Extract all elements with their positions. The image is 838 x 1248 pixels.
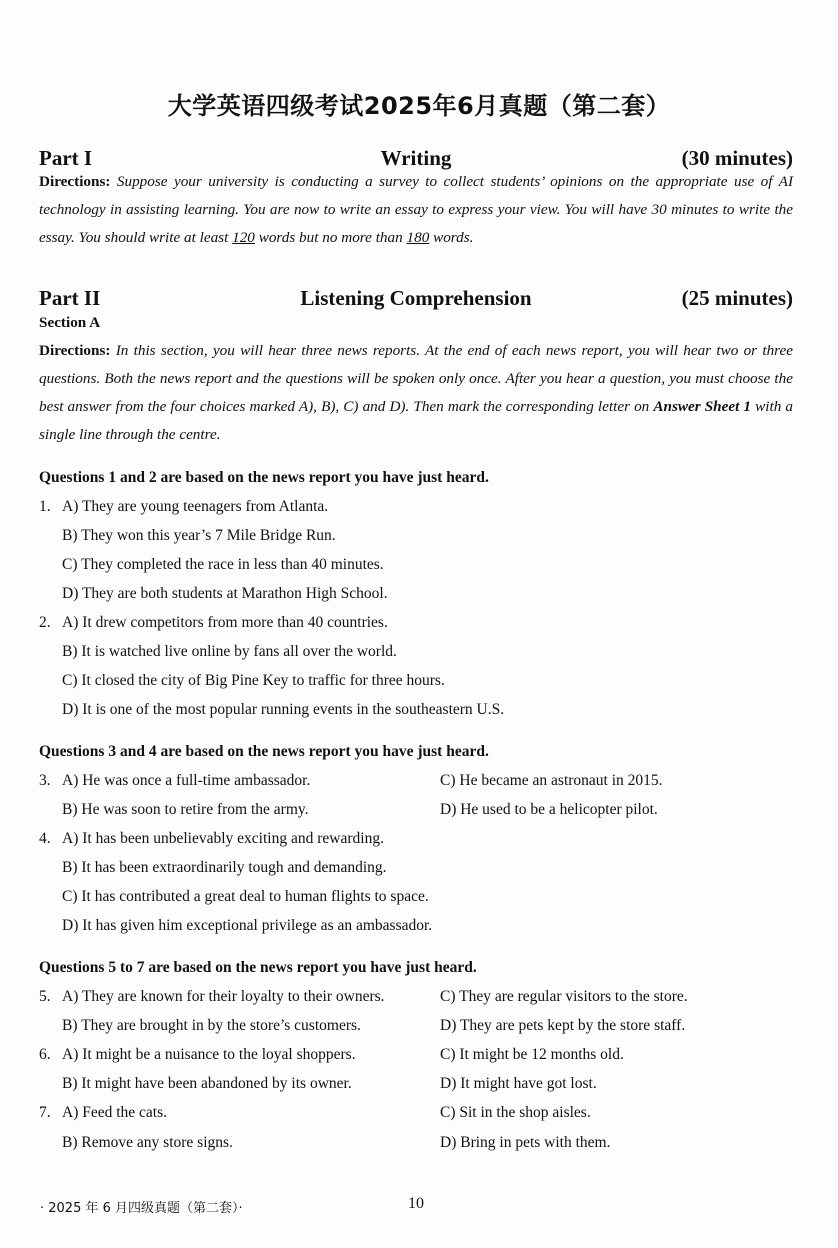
part1-directions [39, 168, 793, 252]
part2-header [39, 286, 793, 314]
option-a: A) It might be a nuisance to the loyal shoppers. [62, 1046, 356, 1063]
option-b: B) They won this year’s 7 Mile Bridge Run. [62, 527, 336, 544]
question-number: 4. [39, 830, 51, 847]
directions-text: In this section, you will hear three news reports. At the end of each news report, you will hear two or three questions. Both the news report and the questions will be spoken only once. After you hear a question, you must choose the best answer from the four choices marked A), B), C) and D). Then mark the corresponding letter on [39, 342, 793, 415]
option-d: D) It is one of the most popular running events in the southeastern U.S. [62, 701, 505, 718]
option-c: C) It closed the city of Big Pine Key to traffic for three hours. [62, 672, 445, 689]
option-b: B) It might have been abandoned by its owner. [62, 1075, 352, 1092]
option-c: C) They are regular visitors to the store. [440, 988, 688, 1005]
option-a: A) They are young teenagers from Atlanta. [62, 498, 329, 515]
directions-text: words but no more than [254, 229, 407, 246]
directions-label: Directions: [39, 173, 111, 190]
option-c: C) It has contributed a great deal to human flights to space. [62, 888, 429, 905]
option-a: A) They are known for their loyalty to their owners. [62, 988, 385, 1005]
max-words: 180 [406, 229, 430, 246]
option-d: D) Bring in pets with them. [440, 1134, 611, 1151]
question-number: 3. [39, 772, 51, 789]
answer-sheet: Answer Sheet 1 [653, 398, 752, 415]
directions-text: Suppose your university is conducting a survey to collect students’ opinions on the appropriate use of AI technology in assisting learning. You are now to write an essay to express your view. You will have 30 minutes to write the essay. You should write at least [39, 173, 793, 246]
option-c: C) It might be 12 months old. [440, 1046, 624, 1063]
option-a: A) Feed the cats. [62, 1104, 168, 1121]
min-words: 120 [232, 229, 255, 246]
directions-text: with a single line through the centre. [39, 398, 793, 443]
page-number: 10 [408, 1195, 424, 1212]
option-b: B) Remove any store signs. [62, 1134, 233, 1151]
question-number: 6. [39, 1046, 51, 1063]
option-c: C) They completed the race in less than 40 minutes. [62, 556, 384, 573]
question-group-heading: Questions 3 and 4 are based on the news report you have just heard. [39, 743, 489, 760]
footer-label: · 2025 年 6 月四级真题（第二套）· [40, 1201, 243, 1216]
question-number: 5. [39, 988, 51, 1005]
option-b: B) It is watched live online by fans all over the world. [62, 643, 397, 660]
option-a: A) He was once a full-time ambassador. [62, 772, 311, 789]
directions-label: Directions: [39, 342, 111, 359]
part2-label: Part II [39, 286, 101, 310]
question-group-heading: Questions 5 to 7 are based on the news report you have just heard. [39, 959, 477, 976]
part2-time: (25 minutes) [681, 286, 793, 310]
question-number: 7. [39, 1104, 51, 1121]
page-title: 大学英语四级考试2025年6月真题（第二套） [167, 92, 671, 120]
part1-label: Part I [39, 146, 93, 170]
option-c: C) Sit in the shop aisles. [440, 1104, 591, 1121]
part1-time: (30 minutes) [681, 146, 793, 170]
option-b: B) They are brought in by the store’s customers. [62, 1017, 361, 1034]
option-d: D) They are pets kept by the store staff. [440, 1017, 686, 1034]
option-a: A) It drew competitors from more than 40 countries. [62, 614, 388, 631]
part2-directions [39, 337, 793, 449]
option-d: D) It has given him exceptional privilege as an ambassador. [62, 917, 433, 934]
option-a: A) It has been unbelievably exciting and rewarding. [62, 830, 384, 847]
option-d: D) It might have got lost. [440, 1075, 597, 1092]
question-number: 1. [39, 498, 51, 515]
part2-name: Listening Comprehension [300, 286, 532, 310]
part1-name: Writing [380, 146, 452, 170]
option-d: D) He used to be a helicopter pilot. [440, 801, 658, 818]
directions-text: words. [429, 229, 474, 246]
section-a-label: Section A [39, 314, 101, 331]
option-b: B) It has been extraordinarily tough and demanding. [62, 859, 387, 876]
question-number: 2. [39, 614, 51, 631]
question-group-heading: Questions 1 and 2 are based on the news report you have just heard. [39, 469, 489, 486]
option-b: B) He was soon to retire from the army. [62, 801, 309, 818]
option-d: D) They are both students at Marathon High School. [62, 585, 388, 602]
option-c: C) He became an astronaut in 2015. [440, 772, 663, 789]
